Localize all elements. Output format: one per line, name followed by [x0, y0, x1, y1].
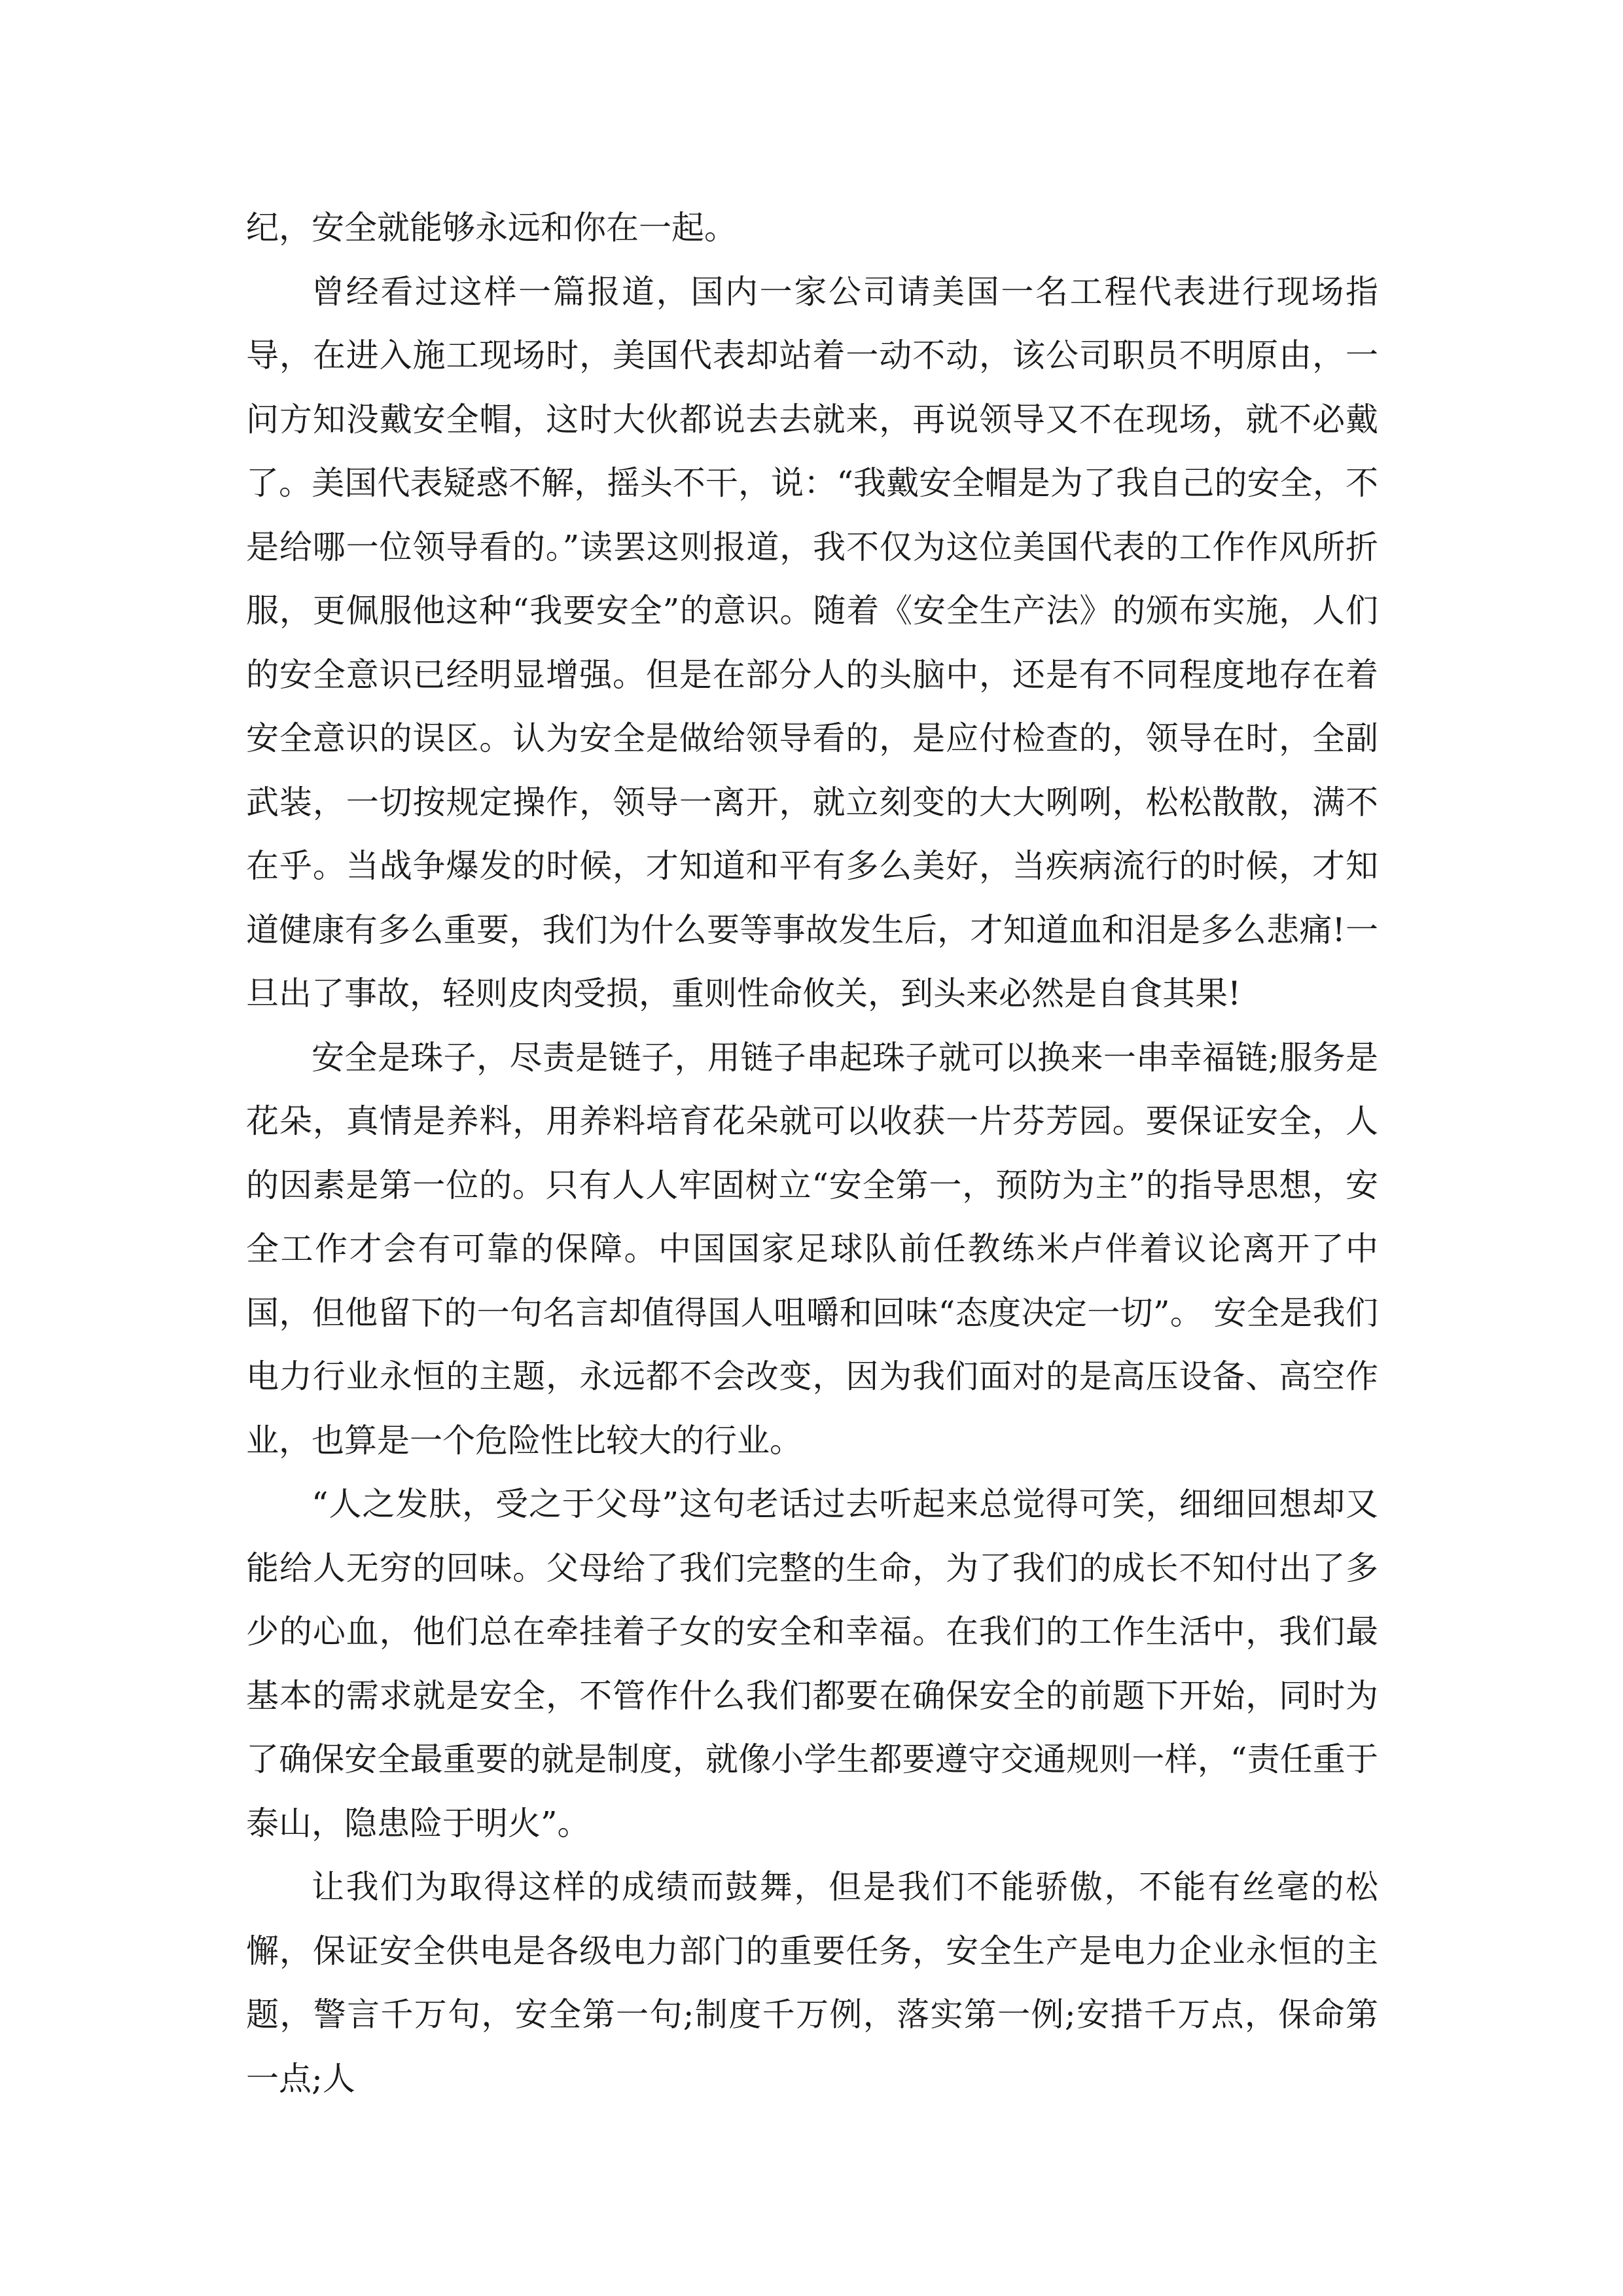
paragraph-2: 曾经看过这样一篇报道，国内一家公司请美国一名工程代表进行现场指导，在进入施工现场时，美国代表却站着一动不动，该公司职员不明原由，一问方知没戴安全帽，这时大伙都说去去就来，再说领导又不在现场，就不必戴了。美国代表疑惑不解，摇头不干，说：“我戴安全帽是为了我自己的安全，不是给哪一位领导看的。”读罢这则报道，我不仅为这位美国代表的工作作风所折服，更佩服他这种“我要安全”的意识。随着《安全生产法》的颁布实施，人们的安全意识已经明显增强。但是在部分人的头脑中，还是有不同程度地存在着安全意识的误区。认为安全是做给领导看的，是应付检查的，领导在时，全副武装，一切按规定操作，领导一离开，就立刻变的大大咧咧，松松散散，满不在乎。当战争爆发的时候，才知道和平有多么美好，当疾病流行的时候，才知道健康有多么重要，我们为什么要等事故发生后，才知道血和泪是多么悲痛!一旦出了事故，轻则皮肉受损，重则性命攸关，到头来必然是自食其果!	[246, 272, 1378, 1013]
paragraph-4: “人之发肤，受之于父母”这句老话过去听起来总觉得可笑，细细回想却又能给人无穷的回味。父母给了我们完整的生命，为了我们的成长不知付出了多少的心血，他们总在牵挂着子女的安全和幸福。在我们的工作生活中，我们最基本的需求就是安全，不管作什么我们都要在确保安全的前题下开始，同时为了确保安全最重要的就是制度，就像小学生都要遵守交通规则一样，“责任重于泰山，隐患险于明火”。	[246, 1485, 1378, 1842]
paragraph-1: 纪，安全就能够永远和你在一起。	[246, 209, 737, 247]
document-body	[246, 196, 1378, 2111]
paragraph-5: 让我们为取得这样的成绩而鼓舞，但是我们不能骄傲，不能有丝毫的松懈，保证安全供电是各级电力部门的重要任务，安全生产是电力企业永恒的主题，警言千万句，安全第一句;制度千万例，落实第一例;安措千万点，保命第一点;人	[246, 1868, 1378, 2098]
paragraph-3: 安全是珠子，尽责是链子，用链子串起珠子就可以换来一串幸福链;服务是花朵，真情是养料，用养料培育花朵就可以收获一片芬芳园。要保证安全，人的因素是第一位的。只有人人牢固树立“安全第一，预防为主”的指导思想，安全工作才会有可靠的保障。中国国家足球队前任教练米卢伴着议论离开了中国，但他留下的一句名言却值得国人咀嚼和回味“态度决定一切”。 安全是我们电力行业永恒的主题，永远都不会改变，因为我们面对的是高压设备、高空作业，也算是一个危险性比较大的行业。	[246, 1038, 1378, 1460]
